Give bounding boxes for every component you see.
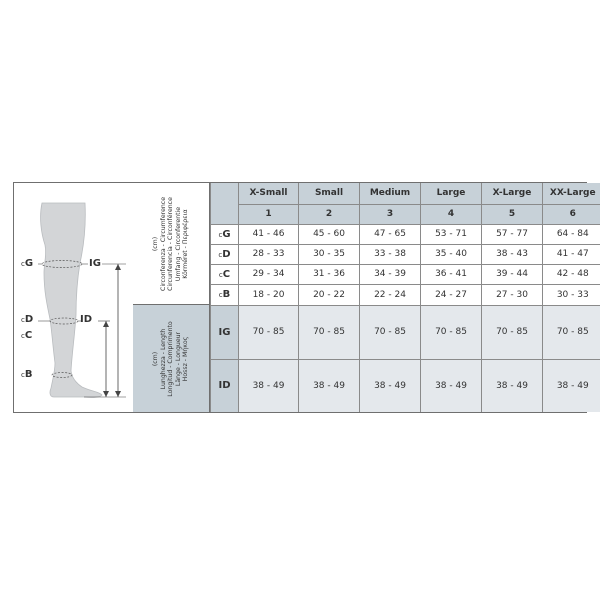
- row-label-id: ID: [211, 359, 239, 412]
- table-row-cc: [211, 264, 600, 284]
- row-label-ig: IG: [211, 305, 239, 359]
- table-cell: 57 - 77: [482, 224, 543, 244]
- table-cell: 31 - 36: [299, 264, 360, 284]
- table-cell: 36 - 41: [421, 264, 482, 284]
- table-row-cd: [211, 244, 600, 264]
- size-name: X-Small: [239, 183, 299, 204]
- table-cell: 28 - 33: [239, 244, 299, 264]
- table-cell: 38 - 49: [482, 359, 543, 412]
- size-number: 5: [482, 204, 543, 224]
- table-cell: 38 - 49: [543, 359, 600, 412]
- table-cell: 33 - 38: [360, 244, 421, 264]
- table-cell: 70 - 85: [299, 305, 360, 359]
- cd-label: cD: [21, 314, 34, 325]
- size-name: X-Large: [482, 183, 543, 204]
- table-cell: 18 - 20: [239, 284, 299, 305]
- table-cell: 42 - 48: [543, 264, 600, 284]
- table-cell: 35 - 40: [421, 244, 482, 264]
- table-cell: 24 - 27: [421, 284, 482, 305]
- table-cell: 64 - 84: [543, 224, 600, 244]
- size-number: 1: [239, 204, 299, 224]
- circumference-band: [133, 183, 210, 305]
- size-number: 3: [360, 204, 421, 224]
- table-cell: 38 - 43: [482, 244, 543, 264]
- table-cell: 39 - 44: [482, 264, 543, 284]
- header-corner: [211, 183, 239, 224]
- row-label-cg: cG: [211, 224, 239, 244]
- size-number: 6: [543, 204, 600, 224]
- table-row-cg: [211, 224, 600, 244]
- length-band: [133, 305, 210, 412]
- leg-silhouette: [41, 203, 102, 397]
- table-cell: 22 - 24: [360, 284, 421, 305]
- table-cell: 38 - 49: [421, 359, 482, 412]
- leg-diagram-panel: [14, 183, 134, 412]
- circumference-caption: (cm) Circonferenza - Circumference Circunferencia - Circonférence Umfang - Circonferentie Körméret - Περιφέρεια: [152, 196, 190, 291]
- table-cell: 30 - 35: [299, 244, 360, 264]
- row-label-cc: cC: [211, 264, 239, 284]
- row-label-cb: cB: [211, 284, 239, 305]
- cb-label: cB: [21, 369, 33, 380]
- table-cell: 53 - 71: [421, 224, 482, 244]
- table-cell: 41 - 47: [543, 244, 600, 264]
- table-cell: 38 - 49: [239, 359, 299, 412]
- length-caption: (cm) Lunghezza - Length Longitud - Comprimento Länge - Longueur Hossz - Μήκος: [152, 320, 190, 397]
- size-number: 4: [421, 204, 482, 224]
- size-table: [210, 183, 600, 412]
- table-row-ig: [211, 305, 600, 359]
- table-cell: 47 - 65: [360, 224, 421, 244]
- size-name: Large: [421, 183, 482, 204]
- table-cell: 70 - 85: [482, 305, 543, 359]
- size-chart: [13, 182, 596, 413]
- table-cell: 30 - 33: [543, 284, 600, 305]
- size-name: Medium: [360, 183, 421, 204]
- size-name-row: [211, 183, 600, 204]
- size-name: Small: [299, 183, 360, 204]
- table-cell: 70 - 85: [543, 305, 600, 359]
- size-name: XX-Large: [543, 183, 600, 204]
- table-row-id: [211, 359, 600, 412]
- table-cell: 20 - 22: [299, 284, 360, 305]
- row-label-cd: cD: [211, 244, 239, 264]
- size-number: 2: [299, 204, 360, 224]
- size-number-row: [211, 204, 600, 224]
- cg-label: cG: [21, 258, 34, 269]
- table-cell: 41 - 46: [239, 224, 299, 244]
- table-cell: 34 - 39: [360, 264, 421, 284]
- cc-label: cC: [21, 330, 33, 341]
- ig-label: IG: [89, 258, 101, 269]
- table-cell: 27 - 30: [482, 284, 543, 305]
- table-cell: 70 - 85: [360, 305, 421, 359]
- table-cell: 70 - 85: [421, 305, 482, 359]
- table-cell: 70 - 85: [239, 305, 299, 359]
- table-cell: 45 - 60: [299, 224, 360, 244]
- table-cell: 29 - 34: [239, 264, 299, 284]
- table-row-cb: [211, 284, 600, 305]
- table-cell: 38 - 49: [360, 359, 421, 412]
- table-cell: 38 - 49: [299, 359, 360, 412]
- id-label: ID: [80, 314, 93, 325]
